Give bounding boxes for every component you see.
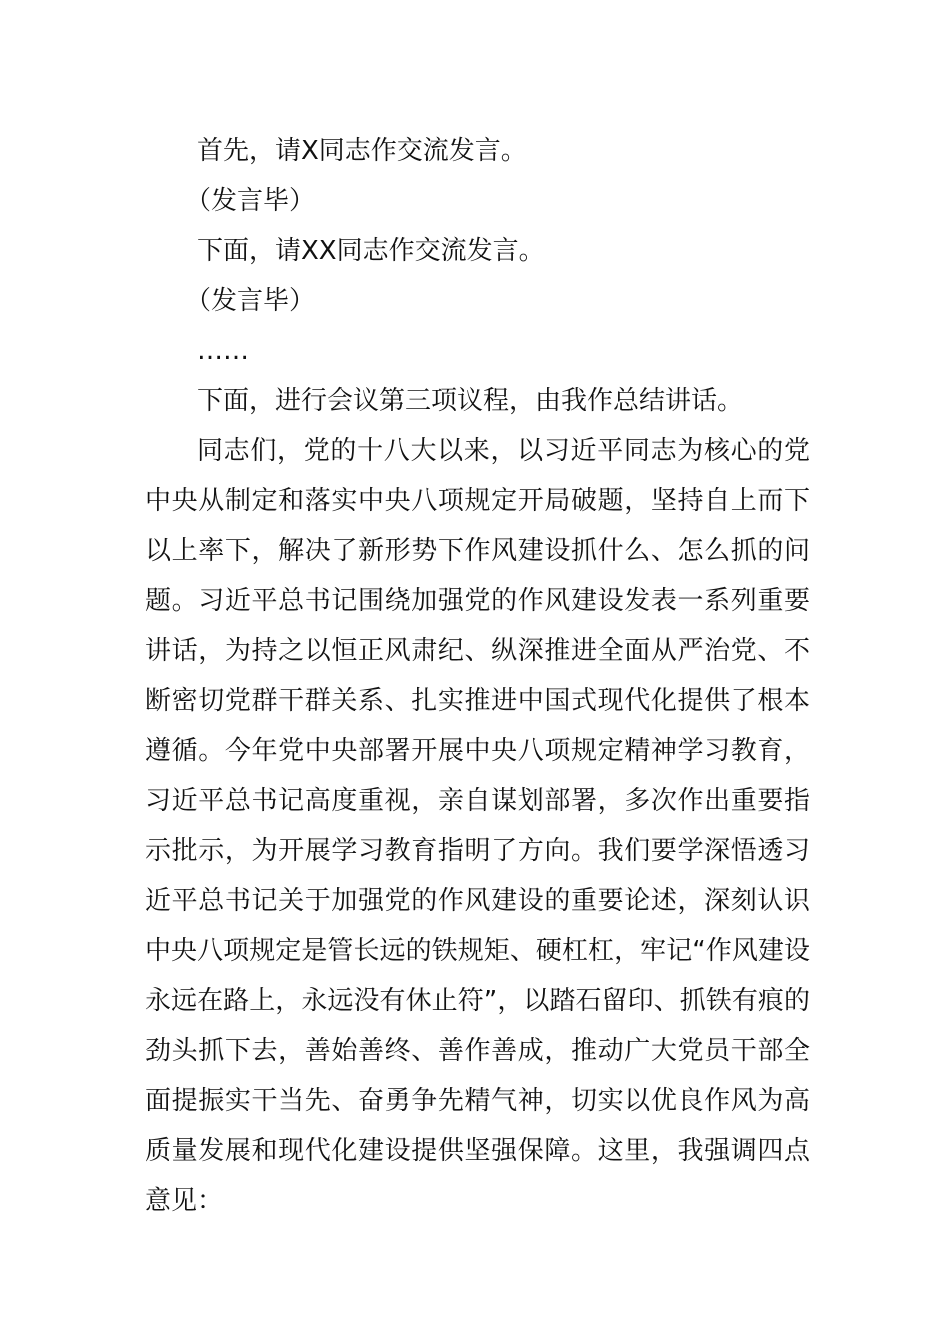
ellipsis-line: ……	[197, 336, 249, 366]
speech-end-note-2: （发言毕）	[185, 286, 316, 316]
speaker-intro-2: 下面，请XX同志作交流发言。	[197, 236, 545, 266]
summary-speech-paragraph: 同志们，党的十八大以来，以习近平同志为核心的党中央从制定和落实中央八项规定开局破题，坚持自上而下以上率下，解决了新形势下作风建设抓什么、怎么抓的问题。习近平总书记围绕加强党的作风建设发表一系列重要讲话，为持之以恒正风肃纪、纵深推进全面从严治党、不断密切党群干群关系、扎实推进中国式现代化提供了根本遵循。今年党中央部署开展中央八项规定精神学习教育，习近平总书记高度重视，亲自谋划部署，多次作出重要指示批示，为开展学习教育指明了方向。我们要学深悟透习近平总书记关于加强党的作风建设的重要论述，深刻认识中央八项规定是管长远的铁规矩、硬杠杠，牢记“作风建设永远在路上，永远没有休止符”，以踏石留印、抓铁有痕的劲头抓下去，善始善终、善作善成，推动广大党员干部全面提振实干当先、奋勇争先精气神，切实以优良作风为高质量发展和现代化建设提供坚强保障。这里，我强调四点意见：	[145, 436, 810, 1216]
speaker-intro-1: 首先，请X同志作交流发言。	[197, 136, 527, 166]
speech-end-note-1: （发言毕）	[185, 186, 316, 216]
agenda-item-three: 下面，进行会议第三项议程，由我作总结讲话。	[197, 386, 744, 416]
document-body	[145, 126, 810, 1226]
